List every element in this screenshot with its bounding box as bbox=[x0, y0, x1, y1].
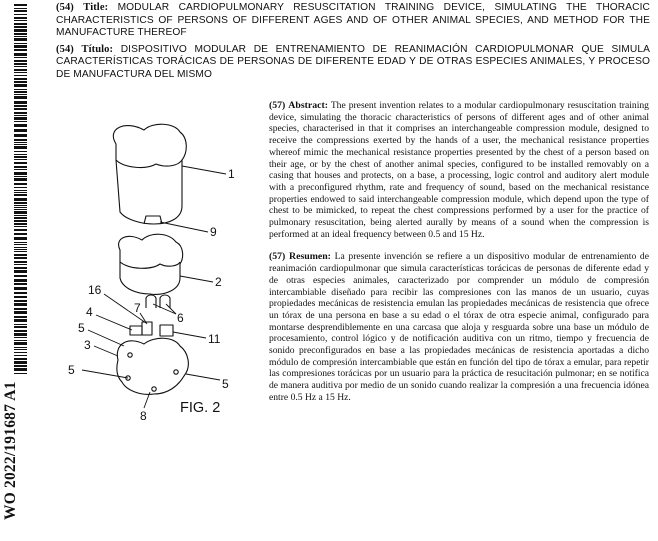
barcode-bar bbox=[14, 38, 27, 41]
barcode-bar bbox=[14, 14, 27, 15]
barcode-bar bbox=[14, 66, 27, 67]
leader-6a bbox=[153, 304, 176, 314]
drawing-connector-left bbox=[146, 295, 156, 308]
barcode-bar bbox=[14, 205, 27, 206]
barcode-bar bbox=[14, 159, 27, 160]
barcode-bar bbox=[14, 144, 27, 145]
barcode-bar bbox=[14, 217, 27, 219]
barcode-bar bbox=[14, 368, 27, 371]
barcode-bar bbox=[14, 361, 27, 364]
leader-11 bbox=[173, 332, 206, 338]
titles-section bbox=[56, 2, 650, 86]
abstract-spanish bbox=[269, 251, 649, 403]
barcode-bar bbox=[14, 283, 27, 285]
barcode-bar bbox=[14, 178, 27, 181]
barcode-bar bbox=[14, 75, 27, 76]
abstract-spanish-text: La presente invención se refiere a un dispositivo modular de entrenamiento de reanimación cardiopulmonar que simula características torácicas de personas de diferente edad y de otras especies animales, caracterizado por comprender un módulo de compresión intercambiable diseñado para recibir las compresiones con las manos de un usuario, cuyas propiedades mecánicas de resistencia emulan las propiedades mecánicas de resistencia que ofrece un tórax de una persona en base a su edad o el tórax de otra especie animal, configurado para montarse desprendiblemente en una carcasa que aloja y resguarda sobre una base un módulo de procesamiento, control lógico y de notificación auditiva con un ritmo, tiempo y frecuencia de sonido preconfigurados en base a las propiedades mecánicas de resistencia aportadas a dicho módulo de compresión intercambiable que están en función del tipo de tórax a emular, para repetir las compresiones torácicas por un usuario para la práctica de resucitación pulmonar; en se notifica de manera auditiva por medio de un sonido cuando realizar la compresión a una frecuencia idónea entre 0.5 Hz a 15 Hz. bbox=[269, 251, 649, 403]
barcode-bar bbox=[14, 45, 27, 48]
ref-label-1: 1 bbox=[228, 167, 235, 181]
leader-6b bbox=[166, 304, 176, 314]
barcode-bar bbox=[14, 247, 27, 248]
barcode-bar bbox=[14, 254, 27, 256]
drawing-module-top-edge bbox=[116, 160, 182, 167]
barcode-bar bbox=[14, 215, 27, 216]
barcode-bar bbox=[14, 4, 27, 6]
patent-drawing bbox=[56, 108, 276, 438]
barcode-bar bbox=[14, 209, 27, 210]
barcode-bar bbox=[14, 142, 27, 143]
leader-5b bbox=[82, 370, 128, 378]
barcode-bar bbox=[14, 57, 27, 58]
barcode-bar bbox=[14, 287, 27, 290]
title-english-text: MODULAR CARDIOPULMONARY RESUSCITATION TRAINING DEVICE, SIMULATING THE THORACIC CHARACTERISTICS OF PERSONS OF DIFFERENT AGES AND OF OTHER ANIMAL SPECIES, AND METHOD FOR THE MANUFACTURE THEREOF bbox=[56, 2, 651, 39]
barcode-bar bbox=[14, 207, 27, 208]
barcode-bar bbox=[14, 33, 27, 35]
barcode-bar bbox=[14, 81, 27, 83]
drawing-block-11 bbox=[160, 325, 173, 336]
barcode-bar bbox=[14, 349, 27, 350]
title-spanish-text: DISPOSITIVO MODULAR DE ENTRENAMIENTO DE REANIMACIÓN CARDIOPULMONAR QUE SIMULA CARACTERÍSTICAS TORÁCICAS DE PERSONAS DE DIFERENTE EDAD Y DE OTRAS ESPECIES ANIMALES, Y PROCESO DE MANUFACTURA DEL MISMO bbox=[56, 43, 650, 80]
ref-label-9: 9 bbox=[210, 225, 217, 239]
barcode-bar bbox=[14, 23, 27, 25]
barcode-bar bbox=[14, 146, 27, 149]
barcode-bar bbox=[14, 308, 27, 310]
barcode-bar bbox=[14, 187, 27, 188]
barcode-bar bbox=[14, 101, 27, 104]
barcode-bar bbox=[14, 78, 27, 80]
barcode-bar bbox=[14, 162, 27, 164]
barcode-bar bbox=[14, 166, 27, 168]
barcode-bar bbox=[14, 84, 27, 87]
drawing-compression-module bbox=[113, 124, 186, 224]
barcode-bar bbox=[14, 267, 27, 269]
barcode-bar bbox=[14, 365, 27, 367]
barcode-bar bbox=[14, 20, 27, 21]
barcode-bar bbox=[14, 249, 27, 250]
leader-5a bbox=[88, 330, 124, 346]
barcode-bar bbox=[14, 117, 27, 120]
ref-label-8: 8 bbox=[140, 409, 147, 423]
barcode-bar bbox=[14, 330, 27, 332]
barcode-bar bbox=[14, 319, 27, 322]
barcode-bar bbox=[14, 49, 27, 51]
leader-5c bbox=[186, 374, 220, 380]
title-spanish-label: Título: bbox=[81, 43, 114, 55]
abstracts-section bbox=[269, 100, 649, 415]
ref-label-4: 4 bbox=[86, 305, 93, 319]
figure-caption: FIG. 2 bbox=[180, 400, 221, 416]
patent-figure bbox=[56, 108, 276, 438]
barcode-bar bbox=[14, 198, 27, 201]
barcode-bar bbox=[14, 326, 27, 328]
barcode-bar bbox=[14, 139, 27, 141]
barcode-bar bbox=[14, 226, 27, 227]
barcode-bar bbox=[14, 154, 27, 155]
barcode-bar bbox=[14, 220, 27, 222]
barcode-bar bbox=[14, 134, 27, 137]
barcode-bar bbox=[14, 311, 27, 314]
barcode-bar bbox=[14, 340, 27, 341]
barcode-bar bbox=[14, 108, 27, 110]
barcode-bar bbox=[14, 192, 27, 193]
barcode-bar bbox=[14, 229, 27, 231]
abstract-english-label: Abstract: bbox=[288, 100, 329, 111]
barcode-bar bbox=[14, 53, 27, 56]
barcode-bar bbox=[14, 91, 27, 93]
title-spanish-code: (54) bbox=[56, 43, 74, 55]
barcode-bar bbox=[14, 242, 27, 243]
ref-label-3: 3 bbox=[84, 338, 91, 352]
barcode-image bbox=[14, 4, 27, 374]
abstract-spanish-code: (57) bbox=[269, 251, 286, 263]
drawing-hole-4 bbox=[152, 387, 156, 391]
abstract-english bbox=[269, 100, 649, 240]
barcode-bar bbox=[14, 121, 27, 122]
ref-label-16: 16 bbox=[88, 283, 102, 297]
sidebar bbox=[0, 0, 42, 541]
barcode-bar bbox=[14, 337, 27, 338]
leader-4 bbox=[96, 315, 132, 330]
ref-label-5b: 5 bbox=[68, 363, 75, 377]
drawing-module-notch bbox=[144, 216, 162, 224]
barcode-bar bbox=[14, 324, 27, 325]
barcode-bar bbox=[14, 29, 27, 32]
barcode-bar bbox=[14, 63, 27, 65]
title-spanish bbox=[56, 44, 650, 82]
abstract-english-code: (57) bbox=[269, 100, 286, 111]
ref-label-6: 6 bbox=[177, 311, 184, 325]
barcode-bar bbox=[14, 261, 27, 263]
barcode-bar bbox=[14, 296, 27, 298]
barcode-bar bbox=[14, 292, 27, 294]
barcode-bar bbox=[14, 94, 27, 95]
barcode-bar bbox=[14, 60, 27, 62]
barcode-bar bbox=[14, 373, 27, 374]
barcode-bar bbox=[14, 300, 27, 302]
leader-9 bbox=[160, 222, 208, 232]
barcode-bar bbox=[14, 8, 27, 9]
barcode-bar bbox=[14, 333, 27, 336]
barcode-bar bbox=[14, 194, 27, 196]
barcode-bar bbox=[14, 279, 27, 282]
barcode-bar bbox=[14, 96, 27, 99]
barcode-bar bbox=[14, 257, 27, 259]
barcode-bar bbox=[14, 169, 27, 170]
barcode-bar bbox=[14, 176, 27, 177]
ref-label-5a: 5 bbox=[78, 321, 85, 335]
barcode-bar bbox=[14, 233, 27, 235]
barcode-bar bbox=[14, 358, 27, 360]
barcode-bar bbox=[14, 26, 27, 28]
title-english bbox=[56, 2, 650, 40]
drawing-hole-1 bbox=[128, 353, 132, 357]
ref-label-2: 2 bbox=[215, 275, 222, 289]
barcode-bar bbox=[14, 211, 27, 214]
barcode-bar bbox=[14, 105, 27, 107]
drawing-insert-module bbox=[119, 234, 183, 294]
barcode-bar bbox=[14, 156, 27, 158]
barcode-bar bbox=[14, 251, 27, 252]
title-english-label: Title: bbox=[83, 2, 109, 13]
barcode-bar bbox=[14, 10, 27, 12]
barcode-bar bbox=[14, 172, 27, 175]
barcode-bar bbox=[14, 112, 27, 114]
ref-label-7: 7 bbox=[134, 301, 141, 315]
barcode-bar bbox=[14, 355, 27, 356]
barcode-bar bbox=[14, 202, 27, 204]
drawing-block-4 bbox=[130, 326, 142, 335]
barcode-bar bbox=[14, 124, 27, 127]
leader-1 bbox=[182, 166, 226, 174]
barcode-bar bbox=[14, 244, 27, 245]
barcode-bar bbox=[14, 36, 27, 37]
leader-3 bbox=[94, 346, 118, 356]
barcode-bar bbox=[14, 17, 27, 19]
barcode-bar bbox=[14, 303, 27, 306]
barcode-bar bbox=[14, 342, 27, 345]
drawing-base-board bbox=[117, 338, 189, 394]
barcode-bar bbox=[14, 190, 27, 191]
drawing-insert-top-edge bbox=[120, 262, 180, 268]
barcode-bar bbox=[14, 347, 27, 348]
drawing-hole-3 bbox=[174, 370, 178, 374]
barcode-bar bbox=[14, 115, 27, 116]
barcode-bar bbox=[14, 129, 27, 132]
barcode-bar bbox=[14, 316, 27, 318]
barcode-bar bbox=[14, 237, 27, 240]
publication-number: WO 2022/191687 A1 bbox=[2, 381, 19, 520]
title-english-code: (54) bbox=[56, 2, 74, 13]
abstract-spanish-label: Resumen: bbox=[289, 251, 331, 263]
barcode-bar bbox=[14, 89, 27, 90]
ref-label-5c: 5 bbox=[222, 377, 229, 391]
barcode-bar bbox=[14, 72, 27, 73]
abstract-english-text: The present invention relates to a modular cardiopulmonary resuscitation training device, simulating the thoracic characteristics of persons of different ages and of other animal species, characterised in that it comprises an interchangeable compression module, designed to receive the compressions exerted by the hands of a user, the mechanical resistance properties whereof mimic the mechanical resistance properties presented by the chest of a person based on their age, or by the chest of another animal species, configured to be installed removably on a casing that houses and protects, on a base, a processing, logic control and auditory alert module with a preconfigured rhythm, rate and frequency of sound, based on the mechanical resistance properties endowed to said interchangeable compression module, which depend upon the type of chest to be mimicked, to repeat the chest compressions performed by a user for the practice of pulmonary resuscitation, being alerted aurally by means of a sound when the compression is performed at an ideal frequency between 0.5 and 15 Hz. bbox=[269, 100, 649, 240]
leader-2 bbox=[180, 276, 213, 282]
barcode-bar bbox=[14, 183, 27, 185]
barcode-bar bbox=[14, 264, 27, 265]
barcode-bar bbox=[14, 275, 27, 277]
barcode-bar bbox=[14, 151, 27, 152]
ref-label-11: 11 bbox=[208, 332, 221, 346]
barcode-bar bbox=[14, 69, 27, 71]
barcode-bar bbox=[14, 270, 27, 273]
barcode-bar bbox=[14, 352, 27, 353]
barcode-bar bbox=[14, 43, 27, 44]
barcode-bar bbox=[14, 223, 27, 225]
